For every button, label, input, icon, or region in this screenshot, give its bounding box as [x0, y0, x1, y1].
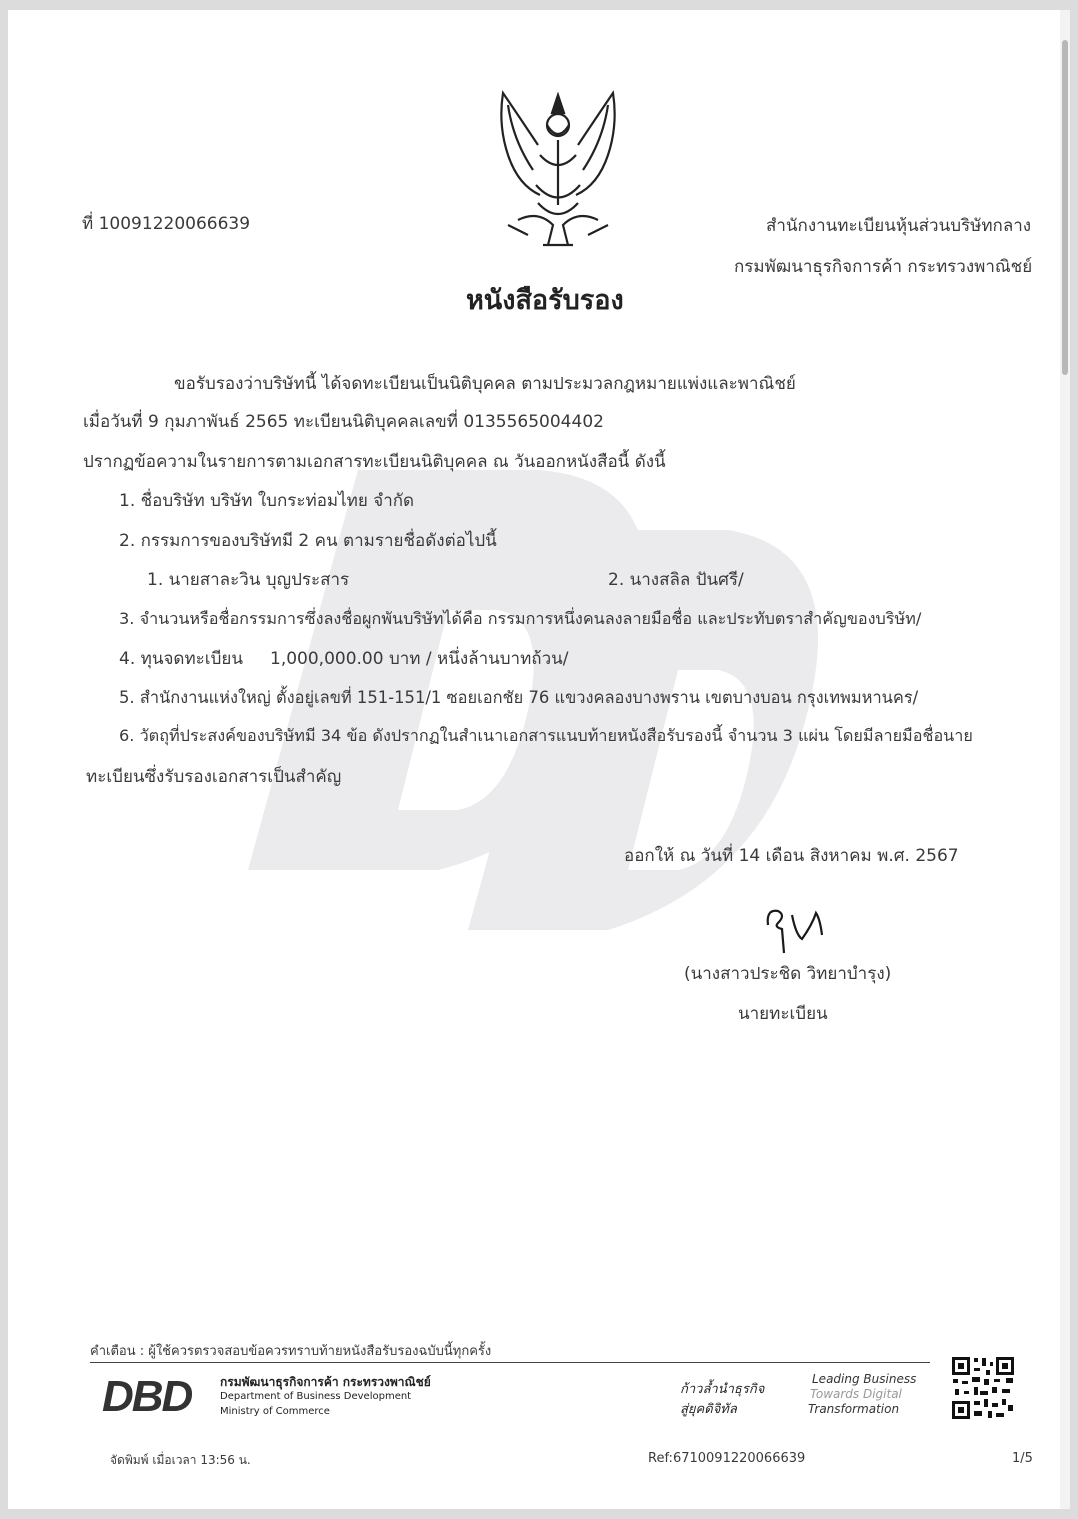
scrollbar-thumb[interactable] — [1062, 40, 1068, 375]
page-indicator: 1/5 — [1012, 1451, 1033, 1466]
dept-name-english: Department of Business Development — [220, 1391, 412, 1402]
signatory-position: นายทะเบียน — [738, 1004, 828, 1024]
item-4-label: 4. ทุนจดทะเบียน — [119, 649, 243, 669]
item-2-directors: 2. กรรมการของบริษัทมี 2 คน ตามรายชื่อดังต่อไปนี้ — [119, 531, 497, 551]
slogan-english-2: Towards Digital — [810, 1387, 902, 1401]
department-name: กรมพัฒนาธุรกิจการค้า กระทรวงพาณิชย์ — [734, 257, 1033, 277]
item-1-company-name: 1. ชื่อบริษัท บริษัท ใบกระท่อมไทย จำกัด — [119, 491, 415, 511]
qr-code-icon — [950, 1355, 1016, 1421]
signature-mark — [760, 895, 850, 955]
slogan-thai-1: ก้าวล้ำนำธุรกิจ — [680, 1382, 765, 1397]
paragraph-1: ขอรับรองว่าบริษัทนี้ ได้จดทะเบียนเป็นนิติบุคคล ตามประมวลกฎหมายแพ่งและพาณิชย์ — [174, 374, 796, 394]
certificate-page — [8, 10, 1060, 1509]
dbd-logo-icon: DBD — [102, 1372, 192, 1421]
dept-name-thai: กรมพัฒนาธุรกิจการค้า กระทรวงพาณิชย์ — [220, 1375, 431, 1389]
item-4-registered-capital: 1,000,000.00 บาท / หนึ่งล้านบาทถ้วน/ — [270, 649, 569, 669]
director-2: 2. นางสลิล ปันศรี/ — [608, 570, 744, 590]
garuda-emblem-icon — [478, 85, 638, 255]
slogan-english-1: Leading Business — [812, 1372, 917, 1386]
office-name: สำนักงานทะเบียนหุ้นส่วนบริษัทกลาง — [766, 216, 1032, 236]
slogan-thai-2: สู่ยุคดิจิทัล — [680, 1402, 737, 1417]
slogan-english-3: Transformation — [808, 1402, 900, 1416]
paragraph-3: ปรากฏข้อความในรายการตามเอกสารทะเบียนนิติบุคคล ณ วันออกหนังสือนี้ ดังนี้ — [83, 452, 666, 472]
warning-note: คำเตือน : ผู้ใช้ควรตรวจสอบข้อควรทราบท้ายหนังสือรับรองฉบับนี้ทุกครั้ง — [90, 1344, 492, 1359]
director-1: 1. นายสาละวิน บุญประสาร — [147, 570, 350, 590]
page-title: หนังสือรับรอง — [466, 285, 624, 316]
item-3-signing-authority: 3. จำนวนหรือชื่อกรรมการซึ่งลงชื่อผูกพันบริษัทได้คือ กรรมการหนึ่งคนลงลายมือชื่อ และประทับตราสำคัญของบริษัท/ — [119, 609, 922, 628]
footer-divider — [90, 1362, 930, 1363]
document-number: ที่ 10091220066639 — [82, 214, 251, 234]
ministry-name-english: Ministry of Commerce — [220, 1406, 330, 1417]
vertical-scrollbar[interactable] — [1060, 10, 1070, 1509]
item-5-head-office: 5. สำนักงานแห่งใหญ่ ตั้งอยู่เลขที่ 151-151/1 ซอยเอกชัย 76 แขวงคลองบางพราน เขตบางบอน กรุงเทพมหานคร/ — [119, 688, 919, 707]
signatory-name: (นางสาวประชิด วิทยาบำรุง) — [684, 964, 892, 984]
printed-time: จัดพิมพ์ เมื่อเวลา 13:56 น. — [110, 1453, 251, 1467]
issued-date: ออกให้ ณ วันที่ 14 เดือน สิงหาคม พ.ศ. 2567 — [624, 846, 959, 866]
item-6-objectives-continued: ทะเบียนซึ่งรับรองเอกสารเป็นสำคัญ — [86, 767, 342, 787]
item-6-objectives: 6. วัตถุที่ประสงค์ของบริษัทมี 34 ข้อ ดังปรากฏในสำเนาเอกสารแนบท้ายหนังสือรับรองนี้ จำนวน 3 แผ่น โดยมีลายมือชื่อนาย — [119, 726, 973, 745]
paragraph-2: เมื่อวันที่ 9 กุมภาพันธ์ 2565 ทะเบียนนิติบุคคลเลขที่ 0135565004402 — [83, 412, 604, 432]
reference-number: Ref:6710091220066639 — [648, 1451, 806, 1466]
